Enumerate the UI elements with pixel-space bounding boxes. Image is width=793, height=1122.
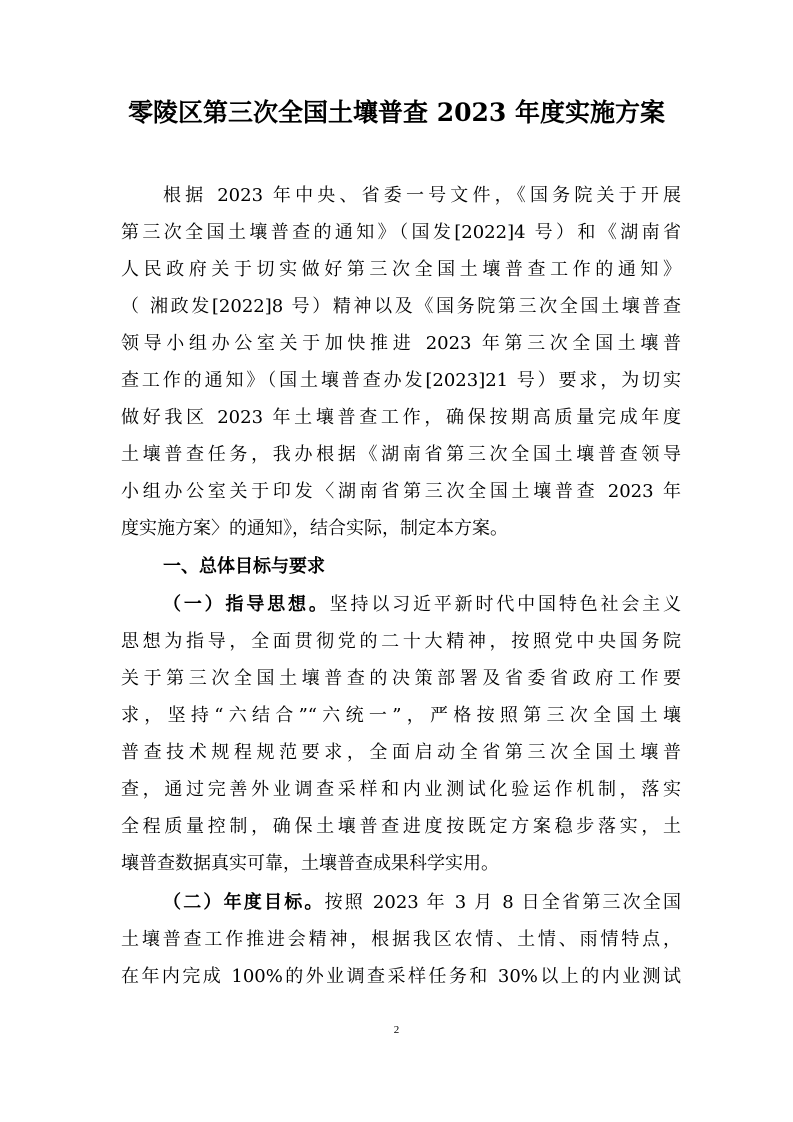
guiding-text: 坚持以习近平新时代中国特色社会主义 — [329, 594, 682, 615]
guiding-line: 普查技术规程规范要求，全面启动全省第三次全国土壤普 — [121, 742, 681, 763]
guiding-line: 全程质量控制，确保土壤普查进度按既定方案稳步落实，土 — [121, 816, 681, 837]
document-title: 零陵区第三次全国土壤普查 2023 年度实施方案 — [128, 98, 665, 127]
guiding-line: 壤普查数据真实可靠，土壤普查成果科学实用。 — [121, 853, 499, 874]
intro-line: 领导小组办公室关于加快推进 2023 年第三次全国土壤普 — [121, 333, 681, 354]
intro-line: 根据 2023 年中央、省委一号文件，《国务院关于开展 — [163, 185, 681, 206]
annual-label: （二）年度目标。 — [163, 892, 325, 913]
annual-text: 按照 2023 年 3 月 8 日全省第三次全国 — [324, 892, 682, 913]
intro-line: 第三次全国土壤普查的通知》（国发[2022]4 号）和《湖南省 — [121, 222, 681, 243]
annual-line: 土壤普查工作推进会精神，根据我区农情、土情、雨情特点， — [121, 929, 681, 950]
intro-line: 小组办公室关于印发〈湖南省第三次全国土壤普查 2023 年 — [121, 481, 681, 502]
guiding-line: 求，坚持“六结合”“六统一”，严格按照第三次全国土壤 — [121, 705, 681, 726]
intro-line: （ 湘政发[2022]8 号）精神以及《国务院第三次全国土壤普查 — [121, 296, 681, 317]
annual-first-line — [163, 891, 681, 915]
guiding-line: 关于第三次全国土壤普查的决策部署及省委省政府工作要 — [121, 668, 681, 689]
intro-line: 查工作的通知》（国土壤普查办发[2023]21 号）要求，为切实 — [121, 370, 681, 391]
guiding-label: （一）指导思想。 — [163, 594, 330, 615]
annual-line: 在年内完成 100%的外业调查采样任务和 30%以上的内业测试 — [121, 966, 681, 987]
guiding-line: 思想为指导，全面贯彻党的二十大精神，按照党中央国务院 — [121, 631, 681, 652]
guiding-line: 查，通过完善外业调查采样和内业测试化验运作机制，落实 — [121, 779, 681, 800]
intro-line: 度实施方案〉的通知》，结合实际，制定本方案。 — [121, 518, 508, 539]
page-number: 2 — [393, 1024, 400, 1036]
intro-line: 做好我区 2023 年土壤普查工作，确保按期高质量完成年度 — [121, 407, 681, 428]
guiding-first-line — [163, 593, 681, 617]
intro-line: 土壤普查任务，我办根据《湖南省第三次全国土壤普查领导 — [121, 444, 681, 465]
section-heading: 一、总体目标与要求 — [163, 556, 325, 577]
intro-line: 人民政府关于切实做好第三次全国土壤普查工作的通知》 — [121, 259, 681, 280]
